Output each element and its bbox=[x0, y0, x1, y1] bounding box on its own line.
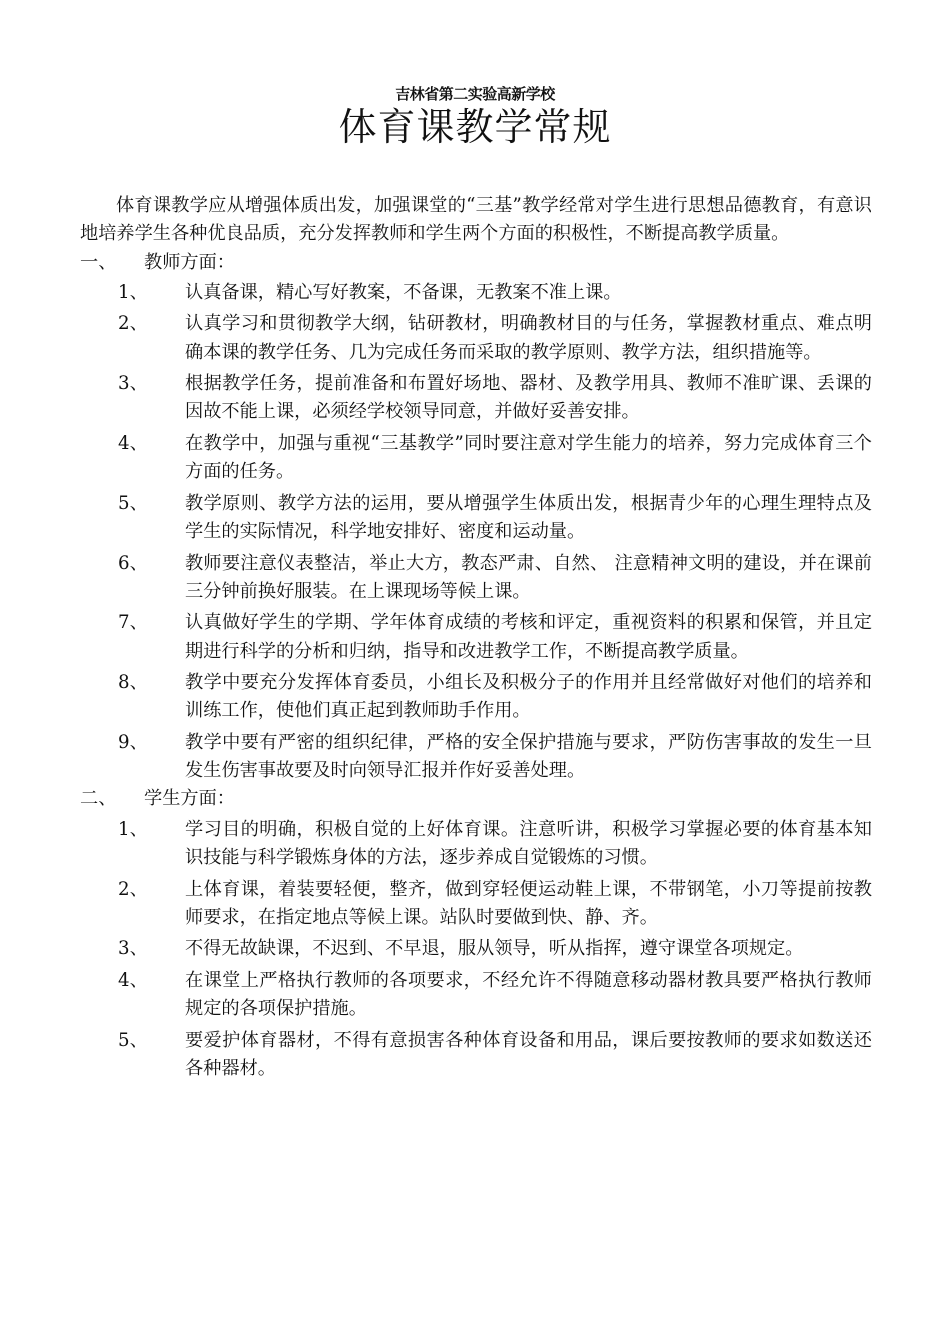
list-item bbox=[80, 609, 872, 666]
item-number: 2、 bbox=[118, 878, 148, 900]
list-item bbox=[80, 370, 872, 427]
item-text: 认真做好学生的学期、学年体育成绩的考核和评定，重视资料的积累和保管，并且定期进行科学的分析和归纳，指导和改进教学工作，不断提高教学质量。 bbox=[185, 612, 872, 662]
item-text: 不得无故缺课，不迟到、不早退，服从领导，听从指挥，遵守课堂各项规定。 bbox=[185, 938, 804, 960]
item-text: 在教学中，加强与重视“三基教学”同时要注意对学生能力的培养，努力完成体育三个方面的任务。 bbox=[185, 432, 872, 483]
item-text: 认真备课，精心写好教案，不备课，无教案不准上课。 bbox=[185, 281, 622, 303]
item-text: 根据教学任务，提前准备和布置好场地、器材、及教学用具、教师不准旷课、丢课的因故不能上课，必须经学校领导同意，并做好妥善安排。 bbox=[185, 373, 872, 423]
item-number: 4、 bbox=[118, 969, 148, 991]
section-heading-student bbox=[80, 785, 872, 813]
document-title: 体育课教学常规 bbox=[338, 105, 612, 149]
item-text: 教师要注意仪表整洁，举止大方，教态严肃、自然、 注意精神文明的建设，并在课前三分钟前换好服装。在上课现场等候上课。 bbox=[185, 552, 872, 602]
list-item bbox=[80, 279, 872, 307]
item-number: 3、 bbox=[118, 938, 148, 960]
list-item bbox=[80, 550, 872, 607]
item-text: 教学中要有严密的组织纪律，严格的安全保护措施与要求，严防伤害事故的发生一旦发生伤害事故要及时向领导汇报并作好妥善处理。 bbox=[185, 731, 872, 782]
list-item bbox=[80, 490, 872, 547]
item-text: 要爱护体育器材，不得有意损害各种体育设备和用品，课后要按教师的要求如数送还各种器材。 bbox=[185, 1029, 872, 1079]
item-text: 在课堂上严格执行教师的各项要求，不经允许不得随意移动器材教具要严格执行教师规定的各项保护措施。 bbox=[185, 969, 872, 1020]
list-item bbox=[80, 669, 872, 726]
list-item bbox=[80, 816, 872, 873]
item-number: 2、 bbox=[118, 313, 148, 335]
item-text: 认真学习和贯彻教学大纲，钻研教材，明确教材目的与任务，掌握教材重点、难点明确本课的教学任务、几为完成任务而采取的教学原则、教学方法，组织措施等。 bbox=[185, 313, 872, 363]
section-heading-text: 教师方面： bbox=[144, 251, 235, 273]
item-number: 4、 bbox=[118, 432, 148, 454]
item-text: 教学原则、教学方法的运用，要从增强学生体质出发，根据青少年的心理生理特点及学生的实际情况，科学地安排好、密度和运动量。 bbox=[185, 492, 872, 543]
section-number: 一、 bbox=[80, 251, 117, 273]
item-text: 上体育课，着装要轻便，整齐，做到穿轻便运动鞋上课，不带钢笔，小刀等提前按教师要求，在指定地点等候上课。站队时要做到快、静、齐。 bbox=[185, 878, 872, 928]
item-number: 1、 bbox=[118, 818, 148, 840]
item-number: 8、 bbox=[118, 672, 148, 694]
item-text: 教学中要充分发挥体育委员，小组长及积极分子的作用并且经常做好对他们的培养和训练工作，使他们真正起到教师助手作用。 bbox=[185, 672, 872, 722]
item-number: 9、 bbox=[118, 731, 148, 753]
document-body bbox=[80, 192, 872, 1083]
section-number: 二、 bbox=[80, 788, 117, 810]
section-heading-teacher bbox=[80, 249, 872, 277]
list-item bbox=[80, 876, 872, 933]
item-number: 7、 bbox=[118, 612, 148, 634]
list-item bbox=[80, 729, 872, 786]
list-item bbox=[80, 310, 872, 367]
list-item bbox=[80, 430, 872, 487]
school-name: 吉林省第二实验高新学校 bbox=[395, 85, 555, 103]
item-number: 5、 bbox=[118, 492, 148, 514]
item-number: 5、 bbox=[118, 1029, 148, 1051]
list-item bbox=[80, 967, 872, 1024]
item-number: 1、 bbox=[118, 281, 148, 303]
intro-paragraph: 体育课教学应从增强体质出发，加强课堂的“三基”教学经常对学生进行思想品德教育，有意识地培养学生各种优良品质，充分发挥教师和学生两个方面的积极性，不断提高教学质量。 bbox=[80, 195, 872, 245]
item-number: 6、 bbox=[118, 552, 148, 574]
section-heading-text: 学生方面： bbox=[144, 788, 235, 810]
item-text: 学习目的明确，积极自觉的上好体育课。注意听讲，积极学习掌握必要的体育基本知识技能与科学锻炼身体的方法，逐步养成自觉锻炼的习惯。 bbox=[185, 818, 872, 869]
list-item bbox=[80, 935, 872, 963]
list-item bbox=[80, 1027, 872, 1084]
item-number: 3、 bbox=[118, 373, 148, 395]
